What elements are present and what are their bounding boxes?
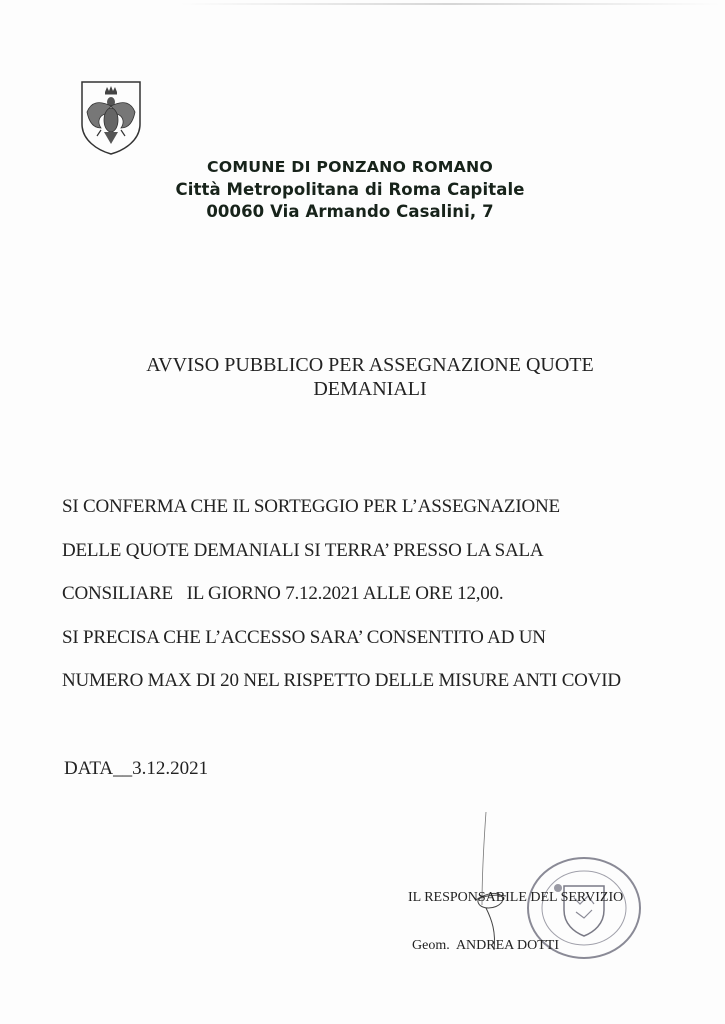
body-line: DELLE QUOTE DEMANIALI SI TERRA’ PRESSO LA SALA [62,539,544,561]
coat-of-arms-icon [79,78,143,156]
notice-body [62,494,702,712]
scan-edge-artifact [180,3,720,5]
signature-block [408,858,623,970]
document-date: DATA__3.12.2021 [64,758,209,779]
municipality-address: 00060 Via Armando Casalini, 7 [206,202,494,221]
letterhead [150,156,550,224]
body-line: CONSILIARE IL GIORNO 7.12.2021 ALLE ORE 12,00. [62,583,504,604]
metropolitan-city: Città Metropolitana di Roma Capitale [175,179,525,199]
municipality-name: COMUNE DI PONZANO ROMANO [206,158,494,176]
signatory-name: Geom. ANDREA DOTTI [412,938,559,953]
body-line: SI PRECISA CHE L’ACCESSO SARA’ CONSENTITO AD UN [62,626,546,648]
body-line: NUMERO MAX DI 20 NEL RISPETTO DELLE MISURE ANTI COVID [62,670,621,691]
signatory-role: IL RESPONSABILE DEL SERVIZIO [408,890,624,905]
body-line: SI CONFERMA CHE IL SORTEGGIO PER L’ASSEGNAZIONE [62,496,560,517]
notice-title [80,353,660,401]
notice-title-line-2: DEMANIALI [313,378,427,400]
notice-title-line-1: AVVISO PUBBLICO PER ASSEGNAZIONE QUOTE [146,354,594,376]
